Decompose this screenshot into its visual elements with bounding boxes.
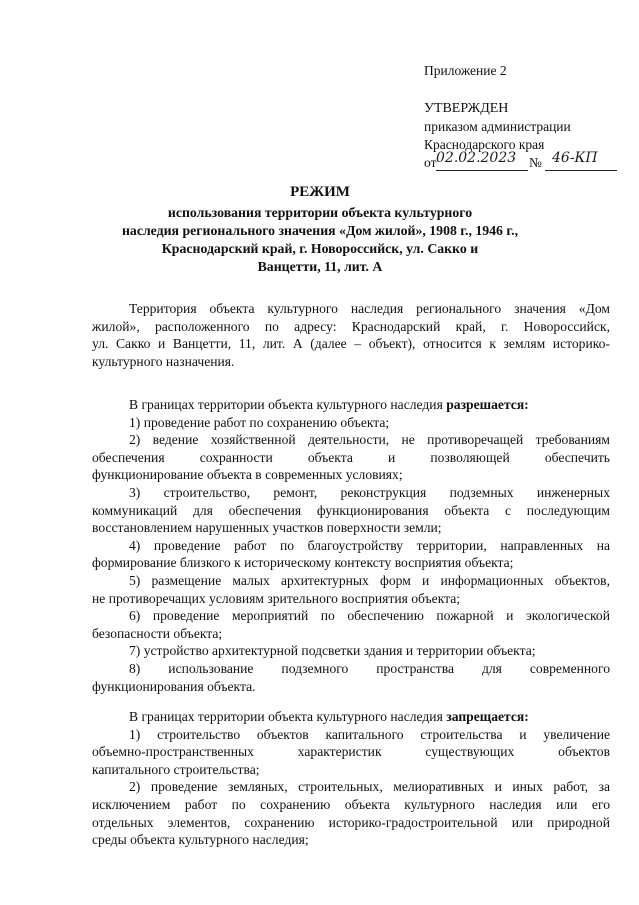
allowed-item-3-line: коммуникаций для обеспечения функционирования объекта с последующим: [92, 502, 610, 518]
intro-line: культурного назначения.: [92, 353, 235, 369]
number-prefix: №: [529, 155, 542, 170]
allowed-lead-text: В границах территории объекта культурного наследия: [129, 397, 447, 412]
order-number-handwritten: 46-КП: [552, 150, 598, 166]
document-subtitle-2: наследия регионального значения «Дом жилой», 1908 г., 1946 г.,: [121, 223, 519, 238]
allowed-item-3-line: восстановлением нарушенных участков поверхности земли;: [92, 520, 442, 536]
number-underline: [545, 170, 617, 171]
prohibited-lead-keyword: запрещается:: [446, 709, 529, 724]
allowed-item-4-line: 4) проведение работ по благоустройству территории, направленных на: [129, 537, 610, 553]
prohibited-item-1-line: 1) строительство объектов капитального строительства и увеличение: [129, 726, 610, 742]
date-prefix: от: [424, 155, 437, 170]
appendix-label: Приложение 2: [424, 63, 507, 78]
approved-by-line-2: Краснодарского края: [424, 137, 545, 152]
prohibited-lead-text: В границах территории объекта культурного наследия: [129, 709, 447, 724]
prohibited-section: [92, 708, 610, 849]
allowed-item-5-line: не противоречащих условиям зрительного восприятия объекта;: [92, 590, 461, 606]
allowed-item-1: 1) проведение работ по сохранению объекта;: [129, 414, 390, 430]
allowed-item-8-line: 8) использование подземного пространства для современного: [129, 660, 610, 676]
approved-label: УТВЕРЖДЕН: [424, 101, 509, 116]
document-subtitle-4: Ванцетти, 11, лит. А: [257, 259, 383, 274]
prohibited-item-1-line: объемно-пространственных характеристик существующих объектов: [92, 744, 610, 760]
allowed-section: [92, 396, 610, 695]
intro-line: ул. Сакко и Ванцетти, 11, лит. А (далее – объект), относится к землям историко-: [92, 336, 610, 352]
intro-paragraph: [92, 300, 610, 370]
prohibited-item-2-line: отдельных элементов, сохранению историко-градостроительной или природной: [92, 814, 610, 830]
prohibited-item-2-line: среды объекта культурного наследия;: [92, 832, 309, 848]
prohibited-item-1-line: капитального строительства;: [92, 761, 260, 777]
allowed-item-2-line: обеспечения сохранности объекта и позволяющей обеспечить: [92, 449, 610, 465]
approved-by-line-1: приказом администрации: [424, 119, 571, 134]
intro-line: жилой», расположенного по адресу: Краснодарский край, г. Новороссийск,: [92, 318, 610, 334]
allowed-lead-keyword: разрешается:: [446, 397, 529, 412]
allowed-item-5-line: 5) размещение малых архитектурных форм и информационных объектов,: [129, 572, 610, 588]
allowed-item-3-line: 3) строительство, ремонт, реконструкция подземных инженерных: [129, 484, 610, 500]
document-subtitle-1: использования территории объекта культурного: [167, 205, 473, 220]
allowed-item-7: 7) устройство архитектурной подсветки здания и территории объекта;: [129, 643, 536, 659]
allowed-item-2-line: функционирование объекта в современных условиях;: [92, 467, 403, 483]
intro-line: Территория объекта культурного наследия регионального значения «Дом: [129, 301, 610, 316]
allowed-item-8-line: функционирования объекта.: [92, 678, 256, 694]
allowed-item-6-line: безопасности объекта;: [92, 625, 223, 641]
allowed-item-6-line: 6) проведение мероприятий по обеспечению пожарной и экологической: [129, 608, 610, 624]
prohibited-lead: [92, 708, 610, 726]
prohibited-item-2-line: исключением работ по сохранению объекта культурного наследия или его: [92, 796, 610, 812]
order-date-handwritten: 02.02.2023: [436, 150, 517, 166]
prohibited-item-2-line: 2) проведение земляных, строительных, мелиоративных и иных работ, за: [129, 779, 610, 795]
document-title: РЕЖИМ: [290, 184, 350, 200]
allowed-item-2-line: 2) ведение хозяйственной деятельности, не противоречащей требованиям: [129, 432, 610, 448]
date-underline: [436, 170, 528, 171]
document-subtitle-3: Краснодарский край, г. Новороссийск, ул. Сакко и: [161, 241, 479, 256]
order-date-line: [424, 154, 436, 172]
allowed-item-4-line: формирование близкого к историческому контексту восприятия объекта;: [92, 555, 514, 571]
allowed-lead: [92, 396, 610, 414]
